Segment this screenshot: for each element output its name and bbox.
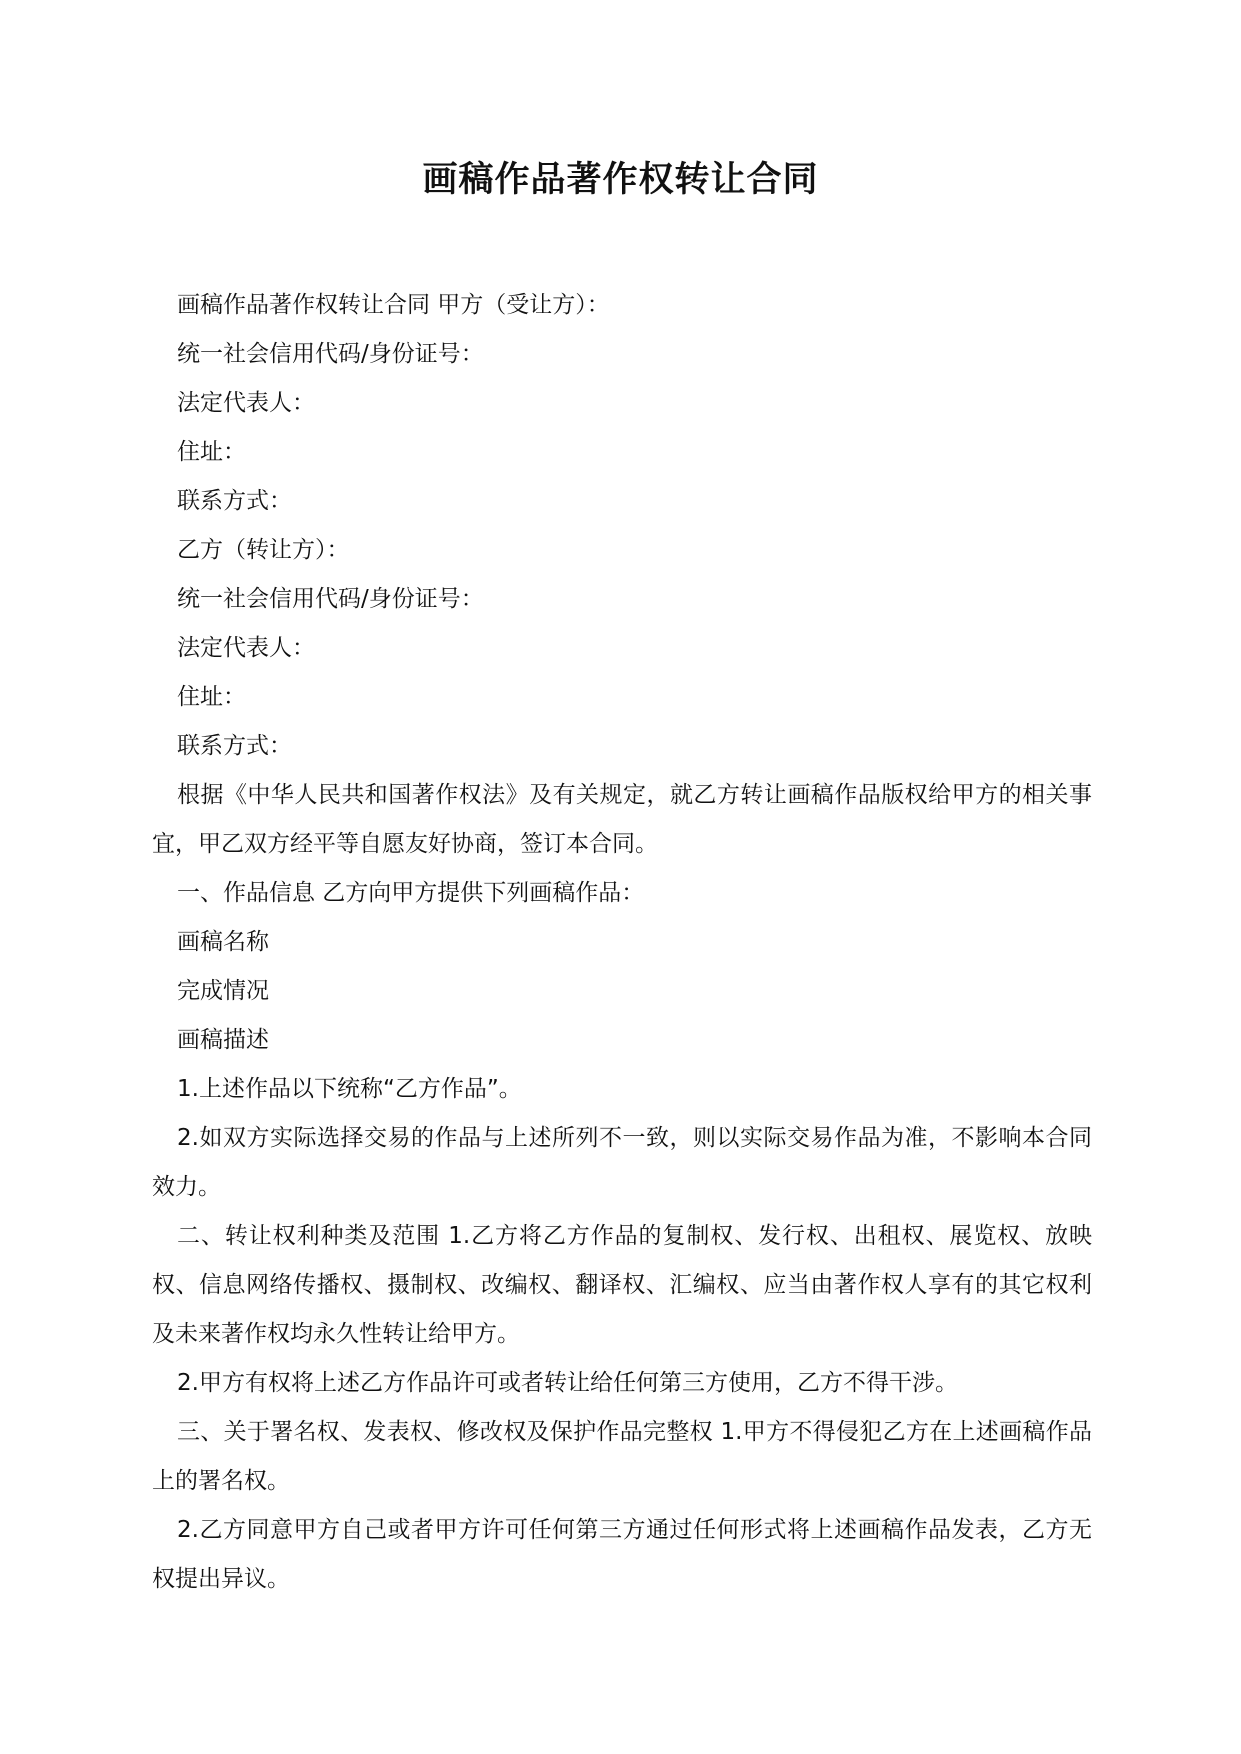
- party-a-address-field: 住址：: [177, 439, 246, 465]
- party-a-id-field: 统一社会信用代码/身份证号：: [177, 341, 484, 367]
- preamble-paragraph: 根据《中华人民共和国著作权法》及有关规定，就乙方转让画稿作品版权给甲方的相关事宜，甲乙双方经平等自愿友好协商，签订本合同。: [152, 782, 1092, 857]
- section-1-clause-2: 2.如双方实际选择交易的作品与上述所列不一致，则以实际交易作品为准，不影响本合同效力。: [152, 1125, 1092, 1200]
- document-body: [152, 281, 1092, 1604]
- section-3-clause-1: 三、关于署名权、发表权、修改权及保护作品完整权 1.甲方不得侵犯乙方在上述画稿作品上的署名权。: [152, 1419, 1092, 1494]
- section-2-clause-1: 二、转让权利种类及范围 1.乙方将乙方作品的复制权、发行权、出租权、展览权、放映权、信息网络传播权、摄制权、改编权、翻译权、汇编权、应当由著作权人享有的其它权利及未来著作权均永久性转让给甲方。: [152, 1223, 1092, 1347]
- party-b-contact-field: 联系方式：: [177, 733, 292, 759]
- party-a-heading: 画稿作品著作权转让合同 甲方（受让方）：: [177, 292, 610, 318]
- artwork-description-field: 画稿描述: [177, 1027, 269, 1053]
- party-b-address-field: 住址：: [177, 684, 246, 710]
- party-b-representative-field: 法定代表人：: [177, 635, 315, 661]
- section-1-heading: 一、作品信息 乙方向甲方提供下列画稿作品：: [177, 880, 645, 906]
- artwork-name-field: 画稿名称: [177, 929, 269, 955]
- party-a-contact-field: 联系方式：: [177, 488, 292, 514]
- document-title: 画稿作品著作权转让合同: [422, 160, 819, 200]
- section-1-clause-1: 1.上述作品以下统称“乙方作品”。: [177, 1076, 522, 1102]
- party-b-heading: 乙方（转让方）：: [177, 537, 350, 563]
- party-a-representative-field: 法定代表人：: [177, 390, 315, 416]
- section-2-clause-2: 2.甲方有权将上述乙方作品许可或者转让给任何第三方使用，乙方不得干涉。: [177, 1370, 958, 1396]
- party-b-id-field: 统一社会信用代码/身份证号：: [177, 586, 484, 612]
- section-3-clause-2: 2.乙方同意甲方自己或者甲方许可任何第三方通过任何形式将上述画稿作品发表，乙方无权提出异议。: [152, 1517, 1092, 1592]
- artwork-status-field: 完成情况: [177, 978, 269, 1004]
